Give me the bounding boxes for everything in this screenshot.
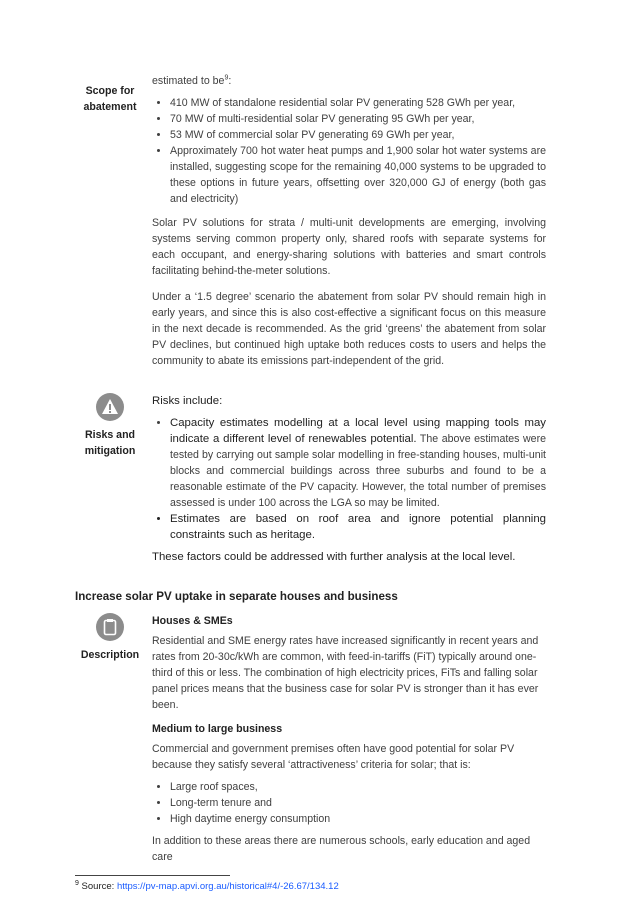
subheading: Houses & SMEs: [152, 615, 233, 627]
footnote-link[interactable]: https://pv-map.apvi.org.au/historical#4/-26.67/134.12: [116, 881, 339, 892]
criteria-bullet: • Large roof spaces,: [170, 779, 546, 795]
footnote-prefix: Source:: [81, 881, 117, 892]
risk-lead: Capacity estimates modelling at a local level using mapping tools may indicate a different level of renewables potential.: [170, 417, 546, 445]
description-row: [74, 613, 638, 865]
risks-label: Risks and mitigation: [84, 429, 136, 457]
scope-intro: estimated to be: [152, 75, 225, 87]
scope-left: [74, 73, 146, 369]
scope-row: [74, 73, 638, 369]
risks-left: [74, 393, 146, 565]
criteria-bullet: • High daytime energy consumption: [170, 811, 546, 827]
risk-detail: The above estimates were tested by carrying out sample solar modelling in free-standing houses, multi-unit blocks and commercial buildings across three suburbs and found to be a reasonable estimate of the PV capacity. However, the total number of premises assessed is under 100 across the LGA so may be limited.: [170, 433, 546, 509]
scope-bullet: • Approximately 700 hot water heat pumps and 1,900 solar hot water systems are installed, suggesting scope for the remaining 40,000 systems to be upgraded to these options in future years, offsetting over 320,000 GJ of energy (both gas and electricity): [170, 143, 546, 207]
description-label: Description: [80, 649, 140, 661]
scope-paragraph: Solar PV solutions for strata / multi-unit developments are emerging, involving systems serving common property only, shared roofs with separate systems for each occupant, and energy-sharing solutions with batteries and smart controls facilitating behind-the-meter solutions.: [152, 217, 546, 277]
footnote-number: 9: [75, 879, 79, 887]
footnote-divider: [75, 875, 230, 876]
risk-bullet: • Estimates are based on roof area and ignore potential planning constraints such as heritage.: [170, 511, 546, 543]
description-paragraph: Commercial and government premises often have good potential for solar PV because they satisfy several ‘attractiveness’ criteria for solar; that is:: [152, 743, 515, 771]
clipboard-icon: [96, 613, 124, 641]
footnote-area: [75, 875, 638, 893]
section-heading: Increase solar PV uptake in separate houses and business: [75, 590, 398, 603]
scope-label: Scope for abatement: [83, 85, 137, 113]
risks-closing: These factors could be addressed with further analysis at the local level.: [152, 551, 516, 563]
description-paragraph: In addition to these areas there are numerous schools, early education and aged care: [152, 835, 531, 863]
criteria-bullet: • Long-term tenure and: [170, 795, 546, 811]
risks-intro: Risks include:: [152, 395, 223, 407]
description-paragraph: Residential and SME energy rates have increased significantly in recent years and rates from 20-30c/kWh are common, with feed-in-tariffs (FiT) typically around one-third of this or less. The combination of high electricity prices, FiTs and falling solar panel prices means that the business case for solar PV is stronger than it has ever been.: [152, 635, 539, 711]
description-section: [152, 613, 546, 865]
scope-bullet: • 53 MW of commercial solar PV generating 69 GWh per year,: [170, 127, 546, 143]
risks-section: [152, 393, 546, 565]
scope-bullet: • 70 MW of multi-residential solar PV generating 95 GWh per year,: [170, 111, 546, 127]
risks-row: [74, 393, 638, 565]
warning-icon: [96, 393, 124, 421]
description-left: [74, 613, 146, 865]
footnote-ref: 9: [224, 74, 229, 82]
subheading: Medium to large business: [152, 723, 283, 735]
scope-section: estimated to $be^9$: • 410 MW of standalone residential solar PV generating 528 GWh per year, • 70 MW of multi-residential solar PV generating 95 GWh per year, • 53 MW of commercial solar PV generating 69 GWh per year, • Approximately 700 hot water heat pumps and 1,900 solar hot water systems are installed, suggesting scope for the remaining 40,000 systems to be upgraded to these options in future years, offsetting over 320,000 GJ of energy (both gas and electricity) Solar PV solutions for strata / multi-unit developments are emerging, involving systems serving common property only, shared roofs with separate systems for each occupant, and energy-sharing solutions with batteries and smart controls facilitating behind-the-meter solutions. Under a ‘1.5 degree’ scenario the abatement from solar PV should remain high in early years, and since this is also cost-effective a significant focus on this measure in the next decade is recommended. As the grid ‘greens’ the abatement from solar PV declines, but continued high uptake both reduces costs to users and helps the community to abate its emissions part-independent of the grid.: [152, 73, 546, 369]
scope-bullet: • 410 MW of standalone residential solar PV generating 528 GWh per year,: [170, 95, 546, 111]
footnote: [75, 880, 638, 893]
scope-paragraph: Under a ‘1.5 degree’ scenario the abatement from solar PV should remain high in early years, and since this is also cost-effective a significant focus on this measure in the next decade is recommended. As the grid ‘greens’ the abatement from solar PV declines, but continued high uptake both reduces costs to users and helps the community to abate its emissions part-independent of the grid.: [152, 291, 546, 367]
